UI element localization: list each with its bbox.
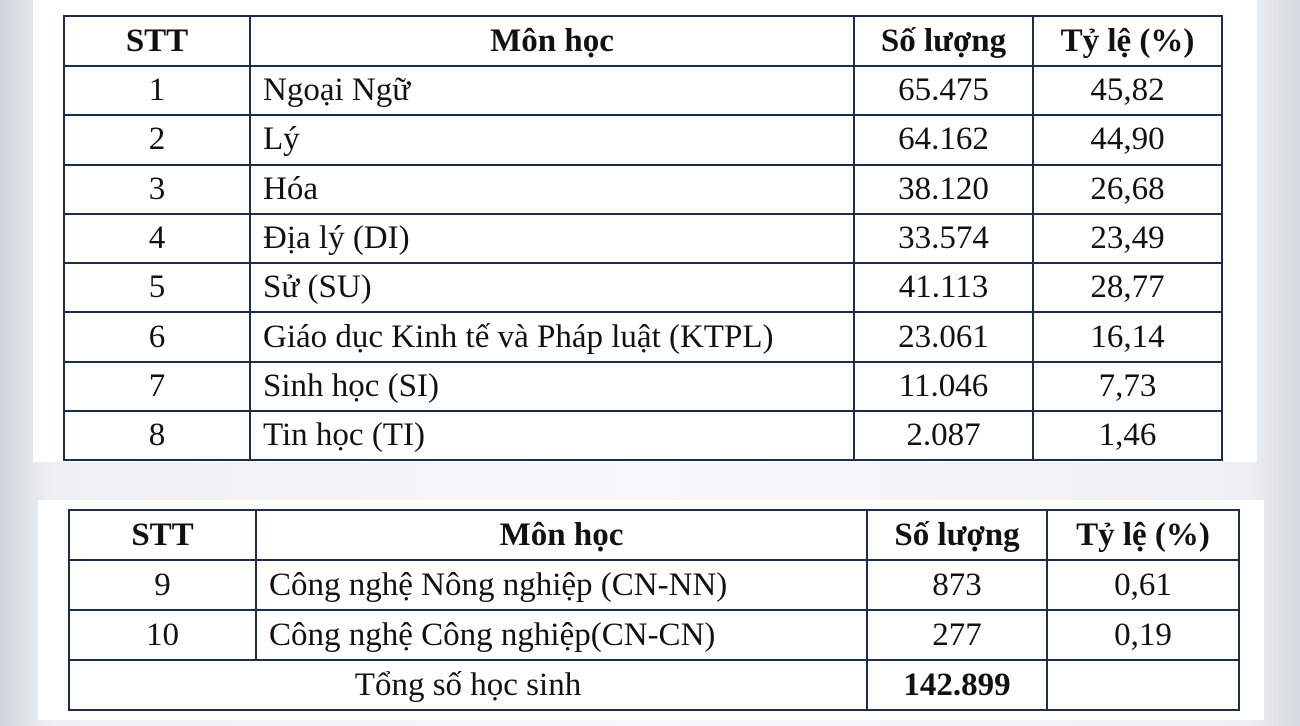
cell-subject: Ngoại Ngữ xyxy=(250,66,854,115)
total-ratio xyxy=(1047,660,1239,710)
cell-subject: Địa lý (DI) xyxy=(250,214,854,263)
cell-subject: Công nghệ Nông nghiệp (CN-NN) xyxy=(256,560,867,610)
cell-ratio: 45,82 xyxy=(1033,66,1222,115)
table-row xyxy=(64,115,1222,164)
total-count: 142.899 xyxy=(867,660,1047,710)
cell-count: 23.061 xyxy=(854,312,1033,361)
cell-ratio: 16,14 xyxy=(1033,312,1222,361)
cell-count: 33.574 xyxy=(854,214,1033,263)
header-subject: Môn học xyxy=(256,510,867,560)
header-subject: Môn học xyxy=(250,16,854,66)
cell-ratio: 0,61 xyxy=(1047,560,1239,610)
cell-count: 64.162 xyxy=(854,115,1033,164)
table-row xyxy=(64,362,1222,411)
cell-subject: Công nghệ Công nghiệp(CN-CN) xyxy=(256,610,867,660)
table-header-row xyxy=(69,510,1239,560)
cell-count: 11.046 xyxy=(854,362,1033,411)
subject-count-table xyxy=(63,15,1223,461)
cell-count: 277 xyxy=(867,610,1047,660)
table-row xyxy=(64,214,1222,263)
total-label: Tổng số học sinh xyxy=(69,660,867,710)
header-ratio: Tỷ lệ (%) xyxy=(1033,16,1222,66)
cell-ratio: 28,77 xyxy=(1033,263,1222,312)
cell-stt: 1 xyxy=(64,66,250,115)
cell-subject: Giáo dục Kinh tế và Pháp luật (KTPL) xyxy=(250,312,854,361)
table-header-row xyxy=(64,16,1222,66)
cell-subject: Sinh học (SI) xyxy=(250,362,854,411)
cell-stt: 6 xyxy=(64,312,250,361)
total-row xyxy=(69,660,1239,710)
cell-count: 65.475 xyxy=(854,66,1033,115)
header-ratio: Tỷ lệ (%) xyxy=(1047,510,1239,560)
cell-ratio: 1,46 xyxy=(1033,411,1222,460)
table-row xyxy=(64,66,1222,115)
cell-count: 873 xyxy=(867,560,1047,610)
cell-subject: Lý xyxy=(250,115,854,164)
cell-stt: 2 xyxy=(64,115,250,164)
cell-ratio: 7,73 xyxy=(1033,362,1222,411)
cell-count: 2.087 xyxy=(854,411,1033,460)
cell-count: 41.113 xyxy=(854,263,1033,312)
cell-subject: Sử (SU) xyxy=(250,263,854,312)
cell-stt: 5 xyxy=(64,263,250,312)
cell-count: 38.120 xyxy=(854,165,1033,214)
cell-stt: 3 xyxy=(64,165,250,214)
cell-ratio: 26,68 xyxy=(1033,165,1222,214)
subject-count-table-continued xyxy=(68,509,1240,711)
cell-ratio: 44,90 xyxy=(1033,115,1222,164)
header-stt: STT xyxy=(64,16,250,66)
cell-stt: 10 xyxy=(69,610,256,660)
table-row xyxy=(69,560,1239,610)
cell-subject: Hóa xyxy=(250,165,854,214)
cell-stt: 9 xyxy=(69,560,256,610)
cell-stt: 8 xyxy=(64,411,250,460)
header-count: Số lượng xyxy=(867,510,1047,560)
table-row xyxy=(64,411,1222,460)
header-count: Số lượng xyxy=(854,16,1033,66)
table-row xyxy=(64,263,1222,312)
table-row xyxy=(64,312,1222,361)
table-row xyxy=(69,610,1239,660)
cell-ratio: 23,49 xyxy=(1033,214,1222,263)
header-stt: STT xyxy=(69,510,256,560)
cell-ratio: 0,19 xyxy=(1047,610,1239,660)
cell-stt: 4 xyxy=(64,214,250,263)
cell-subject: Tin học (TI) xyxy=(250,411,854,460)
cell-stt: 7 xyxy=(64,362,250,411)
table-row xyxy=(64,165,1222,214)
